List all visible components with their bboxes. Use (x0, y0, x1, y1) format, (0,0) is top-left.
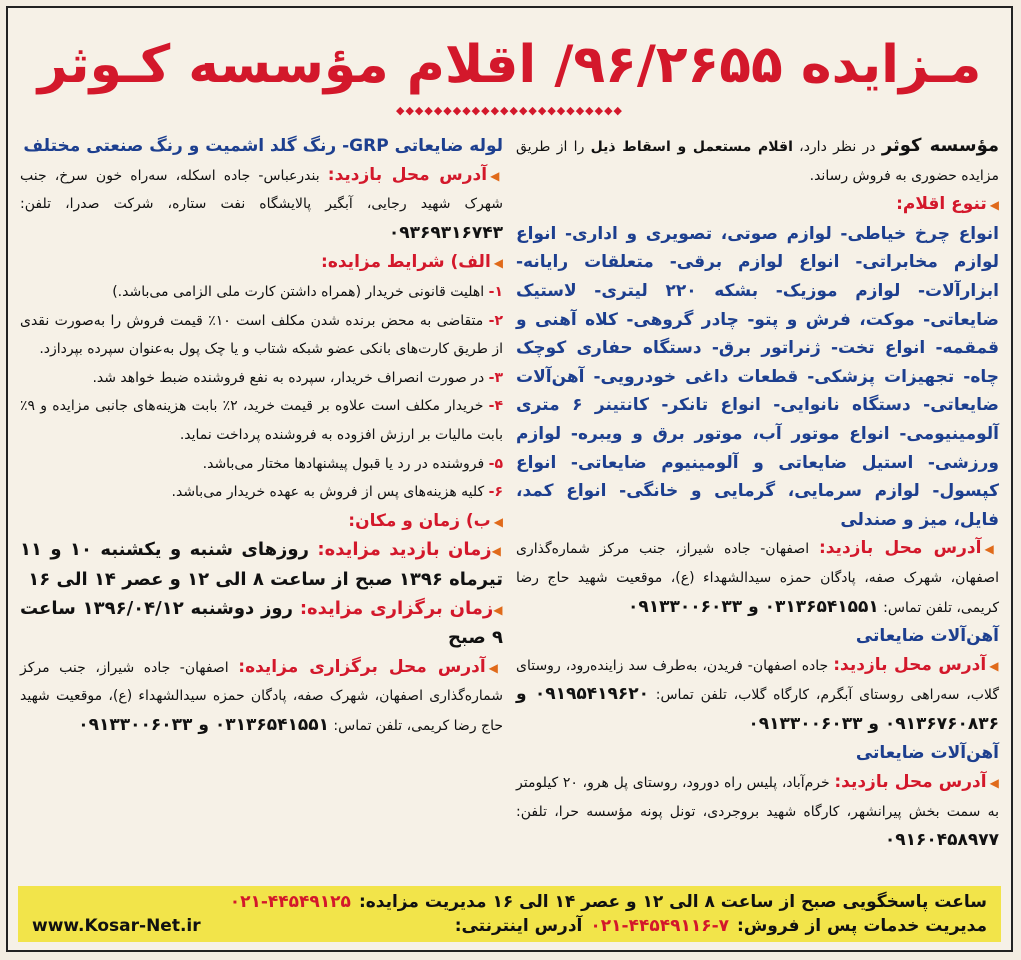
right-column (516, 132, 999, 856)
footer-row-1: ساعت پاسخگویی صبح از ساعت ۸ الی ۱۲ و عصر ۱۴ الی ۱۶ مدیریت مزایده: ۰۲۱-۴۴۵۴۹۱۲۵ (229, 892, 987, 912)
notice-title: مـزایده ۹۶/۲۶۵۵/ اقلام مؤسسه کـوثر (37, 35, 982, 95)
pipe-heading: لوله ضایعاتی GRP- رنگ گلد اشمیت و رنگ صنعتی مختلف (23, 136, 503, 156)
triangle-icon: ◀ (493, 602, 504, 617)
visit-address-1: ◀آدرس محل بازدید: اصفهان- جاده شیراز، جنب مرکز شماره‌گذاری اصفهان، شهرک صفه، پادگان حمزه سیدالشهداء (ع)، موقعیت شهید حاج رضا کریمی، تلفن تماس: ۰۳۱۳۶۵۴۱۵۵۱ و ۰۹۱۳۳۰۰۶۰۳۳ (516, 538, 1000, 617)
diamond-divider: ◆◆◆◆◆◆◆◆◆◆◆◆◆◆◆◆◆◆◆◆◆◆◆◆ (395, 104, 624, 117)
triangle-icon: ◀ (989, 776, 999, 791)
visit-time: ◀زمان بازدید مزایده: روزهای شنبه و یکشنبه ۱۰ و ۱۱ تیرماه ۱۳۹۶ صبح از ساعت ۸ الی ۱۲ و عصر ۱۴ الی ۱۶ (20, 539, 504, 590)
footer-banner (18, 886, 1001, 942)
triangle-icon: ◀ (488, 660, 503, 675)
triangle-icon: ◀ (493, 256, 503, 271)
auction-place: ◀آدرس محل برگزاری مزایده: اصفهان- جاده شیراز، جنب مرکز شماره‌گذاری اصفهان، شهرک صفه، پادگان حمزه سیدالشهداء (ع)، موقعیت شهید حاج رضا کریمی، تلفن تماس: ۰۳۱۳۶۵۴۱۵۵۱ و ۰۹۱۳۳۰۰۶۰۳۳ (20, 656, 503, 735)
triangle-icon: ◀ (989, 198, 999, 213)
auction-time: ◀زمان برگزاری مزایده: روز دوشنبه ۱۳۹۶/۰۴/۱۲ ساعت ۹ صبح (20, 597, 504, 649)
triangle-icon: ◀ (984, 542, 1000, 557)
triangle-icon: ◀ (493, 514, 503, 529)
condition-item: ۱- اهلیت قانونی خریدار (همراه داشتن کارت ملی الزامی می‌باشد.) (112, 283, 503, 300)
visit-address-2: ◀آدرس محل بازدید: جاده اصفهان- فریدن، به‌طرف سد زاینده‌رود، روستای گلاب، سه‌راهی روستای آبگرم، کارگاه گلاب، تلفن تماس: ۰۹۱۹۵۴۱۹۶۲۰ و ۰۹۱۳۶۷۶۰۸۳۶ و ۰۹۱۳۳۰۰۶۰۳۳ (516, 654, 999, 734)
condition-item: ۴- خریدار مکلف است علاوه بر قیمت خرید، ۲٪ بابت هزینه‌های جانبی مزایده و ۹٪ بابت مالیات بر ارزش افزوده به فروشنده پرداخت نماید. (20, 398, 504, 443)
triangle-icon: ◀ (989, 658, 999, 673)
intro-paragraph: مؤسسه کوثر در نظر دارد، اقلام مستعمل و اسقاط ذیل را از طریق مزایده حضوری به فروش رساند. (516, 135, 999, 184)
conditions-heading: ◀الف) شرایط مزایده: (321, 252, 503, 273)
visit-address-3: ◀آدرس محل بازدید: خرم‌آباد، پلیس راه دورود، روستای پل هرو، ۲۰ کیلومتر به سمت بخش پیرانشهر، کارگاه شهید بروجردی، تونل پونه مؤسسه حرا، تلفن: ۰۹۱۶۰۴۵۸۹۷۷ (516, 772, 999, 851)
auction-phone: ۰۲۱-۴۴۵۴۹۱۲۵ (229, 892, 351, 912)
condition-item: ۲- متقاضی به محض برنده شدن مکلف است ۱۰٪ قیمت فروش را به‌صورت نقدی از طریق کارت‌های بانکی عضو شبکه شتاب و یا چک پول به‌عنوان سپرده بپردازد. (20, 312, 503, 358)
triangle-icon: ◀ (491, 544, 504, 559)
scrap-heading-2: آهن‌آلات ضایعاتی (855, 743, 999, 764)
website-link[interactable]: www.Kosar-Net.ir (32, 916, 201, 936)
visit-address-4: ◀آدرس محل بازدید: بندرعباس- جاده اسکله، سه‌راه خون سرخ، جنب شهرک شهید رجایی، آبگیر پالایشگاه نفت ستاره، شرکت صدرا، تلفن: ۰۹۳۶۹۳۱۶۷۴۳ (20, 164, 503, 243)
condition-item: ۵- فروشنده در رد یا قبول پیشنهادها مختار می‌باشد. (202, 455, 503, 472)
scrap-heading-1: آهن‌آلات ضایعاتی (855, 626, 999, 647)
service-phone: ۰۲۱-۴۴۵۴۹۱۱۶-۷ (590, 916, 730, 936)
left-column (20, 132, 503, 740)
auction-notice (6, 6, 1013, 952)
footer-row-2: مدیریت خدمات پس از فروش: ۰۲۱-۴۴۵۴۹۱۱۶-۷ آدرس اینترنتی: www.Kosar-Net.ir (32, 916, 987, 936)
condition-item: ۳- در صورت انصراف خریدار، سپرده به نفع فروشنده ضبط خواهد شد. (92, 369, 503, 386)
triangle-icon: ◀ (490, 168, 503, 183)
items-list: انواع چرخ خیاطی- لوازم صوتی، تصویری و اداری- انواع لوازم مخابراتی- انواع لوازم برقی- متعلقات رایانه- ابزارآلات- لوازم موزیک- بشکه ۲۲۰ لیتری- لاستیک ضایعاتی- موکت، فرش و پتو- چادر گروهی- کلاه آهنی و قمقمه- انواع تخت- ژنراتور برق- دستگاه حفاری کوچک چاه- تجهیزات پزشکی- قطعات داغی خودرویی- آهن‌آلات ضایعاتی- دستگاه نانوایی- انواع تانکر- کانتینر ۶ متری آلومینیومی- انواع موتور آب، موتور برق و ویبره- لوازم ورزشی- استیل ضایعاتی و آلومینیوم ضایعاتی- انواع کپسول- لوازم سرمایی، گرمایی و خانگی- انواع کمد، فایل، میز و صندلی (516, 223, 999, 530)
time-place-heading: ◀ب) زمان و مکان: (348, 510, 503, 531)
items-heading: ◀تنوع اقلام: (896, 194, 999, 215)
condition-item: ۶- کلیه هزینه‌های پس از فروش به عهده خریدار می‌باشد. (171, 484, 503, 501)
